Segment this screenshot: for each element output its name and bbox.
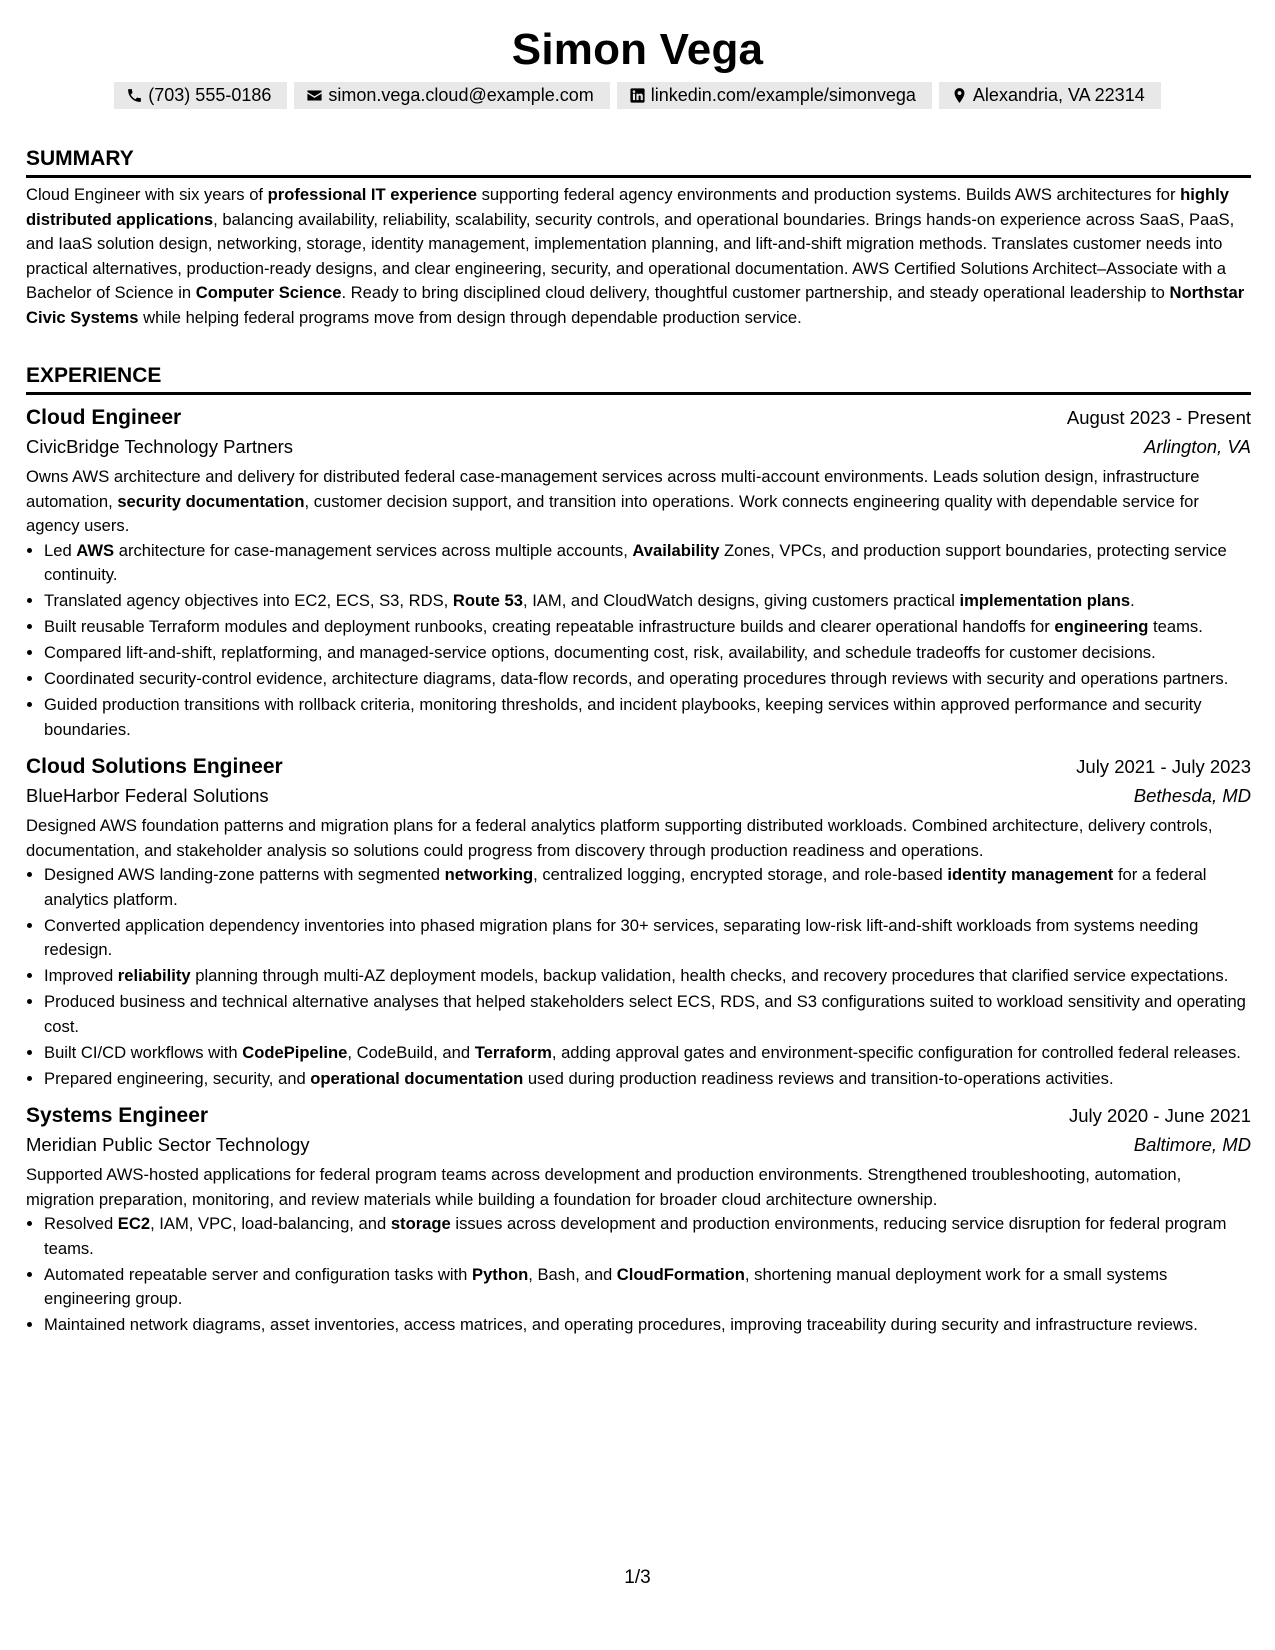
text-run: Built reusable Terraform modules and deployment runbooks, creating repeatable infrastructure builds and clearer operational handoffs for: [44, 617, 1055, 636]
text-run: , adding approval gates and environment-specific configuration for controlled federal releases.: [551, 1042, 1241, 1062]
contact-bar: [0, 82, 1275, 109]
job-bullet: [44, 641, 1251, 666]
job-company: CivicBridge Technology Partners: [26, 436, 294, 457]
job-bullet-list: [26, 863, 1251, 1091]
section-title-experience: EXPERIENCE: [26, 363, 1251, 395]
bold-text: Route 53: [452, 591, 523, 610]
text-run: Resolved: [44, 1214, 118, 1233]
text-run: Cloud Engineer with six years of: [26, 185, 268, 204]
text-run: Guided production transitions with rollback criteria, monitoring thresholds, and incident playbooks, keeping services within approved performance and security boundaries.: [44, 695, 1202, 739]
section-title-summary: SUMMARY: [26, 146, 1251, 178]
text-run: Supported AWS-hosted applications for federal program teams across development and production environments. Strengthened troubleshooting, automation, migration preparation, monitoring, and review materials while building a foundation for broader cloud architecture ownership.: [26, 1165, 1182, 1209]
map-marker-icon: [951, 87, 968, 104]
text-run: , customer decision support, and transition into operations. Work connects engineering quality with dependable service for agency users.: [26, 491, 1199, 535]
text-run: teams.: [1148, 617, 1203, 636]
text-run: , Bash, and: [528, 1264, 617, 1284]
bold-text: CodePipeline: [242, 1042, 348, 1062]
job-location: Arlington, VA: [1144, 436, 1251, 457]
job-header-row: [26, 1101, 1251, 1131]
contact-phone[interactable]: [114, 82, 287, 109]
job-location: Baltimore, MD: [1133, 1134, 1251, 1155]
contact-email[interactable]: [294, 82, 609, 109]
text-run: supporting federal agency environments and production systems. Builds AWS architectures for: [477, 185, 1181, 204]
bold-text: Northstar Civic Systems: [26, 283, 1245, 327]
job-entry: [26, 752, 1251, 1091]
job-bullet: [44, 589, 1251, 614]
job-bullet: [44, 990, 1251, 1039]
text-run: , IAM, VPC, load-balancing, and: [150, 1214, 391, 1233]
job-company-row: [26, 433, 1251, 461]
bold-text: reliability: [117, 966, 191, 985]
text-run: Led: [44, 540, 77, 560]
job-company: Meridian Public Sector Technology: [26, 1134, 310, 1155]
contact-phone-text: (703) 555-0186: [148, 85, 272, 105]
bold-text: operational documentation: [310, 1068, 524, 1088]
text-run: Zones, VPCs, and production support boundaries, protecting service continuity.: [44, 540, 1227, 584]
bold-text: Availability: [632, 540, 720, 560]
bold-text: AWS: [76, 540, 115, 560]
job-description: [26, 1163, 1251, 1212]
contact-email-text: simon.vega.cloud@example.com: [328, 85, 594, 105]
bold-text: EC2: [117, 1214, 151, 1233]
text-run: , IAM, and CloudWatch designs, giving customers practical: [522, 591, 960, 610]
text-run: Compared lift-and-shift, replatforming, and managed-service options, documenting cost, risk, availability, and schedule tradeoffs for customer decisions.: [44, 643, 1156, 662]
text-run: , balancing availability, reliability, scalability, security controls, and operational boundaries. Brings hands-on experience across SaaS, PaaS, and IaaS solution design, networking, storage, identity management, implementation planning, and lift-and-shift migration methods. Translates customer needs into practical alternatives, production-ready designs, and clear engineering, security, and operational documentation. AWS Certified Solutions Architect–Associate with a Bachelor of Science in: [26, 209, 1235, 302]
text-run: .: [1130, 591, 1135, 610]
text-run: Automated repeatable server and configuration tasks with: [44, 1264, 472, 1284]
job-company-row: [26, 782, 1251, 810]
candidate-name: Simon Vega: [511, 25, 764, 74]
job-entry: [26, 1101, 1251, 1338]
phone-icon: [126, 87, 143, 104]
bold-text: storage: [390, 1214, 451, 1233]
summary-text: [26, 183, 1251, 330]
page-number: 1/3: [624, 1567, 651, 1588]
summary-section: [26, 146, 1251, 330]
text-run: Built CI/CD workflows with: [44, 1042, 243, 1062]
job-bullet: [44, 1067, 1251, 1092]
job-dates: August 2023 - Present: [1066, 407, 1251, 428]
text-run: for a federal analytics platform.: [44, 865, 1207, 909]
bold-text: identity management: [947, 865, 1114, 884]
bold-text: implementation plans: [959, 591, 1131, 610]
bold-text: highly distributed applications: [26, 185, 1229, 229]
text-run: planning through multi-AZ deployment models, backup validation, health checks, and recovery procedures that clarified service expectations.: [190, 966, 1229, 985]
text-run: Owns AWS architecture and delivery for distributed federal case-management services across multi-account environments. Leads solution design, infrastructure automation,: [26, 467, 1200, 511]
job-company-row: [26, 1131, 1251, 1159]
text-run: Designed AWS landing-zone patterns with segmented: [44, 865, 445, 884]
job-description: [26, 814, 1251, 863]
text-run: Designed AWS foundation patterns and migration plans for a federal analytics platform supporting distributed workloads. Combined architecture, delivery controls, documentation, and stakeholder analysis so solutions could progress from discovery through production readiness and operations.: [26, 816, 1213, 860]
job-bullet-list: [26, 1212, 1251, 1338]
job-bullet-list: [26, 539, 1251, 743]
text-run: Coordinated security-control evidence, architecture diagrams, data-flow records, and operating procedures through reviews with security and operations partners.: [44, 669, 1229, 688]
job-bullet: [44, 914, 1251, 963]
text-run: Improved: [44, 966, 118, 985]
job-bullet: [44, 1212, 1251, 1261]
text-run: , CodeBuild, and: [347, 1042, 475, 1062]
job-bullet: [44, 615, 1251, 640]
job-bullet: [44, 693, 1251, 742]
job-bullet: [44, 1263, 1251, 1312]
text-run: . Ready to bring disciplined cloud delivery, thoughtful customer partnership, and steady operational leadership to: [341, 283, 1170, 302]
job-bullet: [44, 964, 1251, 989]
text-run: Converted application dependency inventories into phased migration plans for 30+ services, separating low-risk lift-and-shift workloads from systems needing redesign.: [44, 915, 1199, 959]
job-title: Systems Engineer: [26, 1104, 209, 1127]
job-list: [26, 403, 1251, 1338]
job-header-row: [26, 403, 1251, 433]
job-entry: [26, 403, 1251, 742]
text-run: while helping federal programs move from design through dependable production service.: [138, 307, 802, 327]
contact-location: [939, 82, 1161, 109]
job-title: Cloud Engineer: [26, 406, 182, 429]
job-location: Bethesda, MD: [1133, 785, 1251, 806]
bold-text: security documentation: [117, 491, 305, 511]
job-title: Cloud Solutions Engineer: [26, 755, 283, 778]
bold-text: engineering: [1054, 617, 1149, 636]
job-bullet: [44, 1041, 1251, 1066]
bold-text: Python: [472, 1264, 529, 1284]
bold-text: CloudFormation: [616, 1264, 745, 1284]
bold-text: Computer Science: [195, 283, 342, 302]
job-bullet: [44, 1313, 1251, 1338]
job-dates: July 2021 - July 2023: [1076, 756, 1251, 777]
text-run: , centralized logging, encrypted storage, and role-based: [533, 865, 948, 884]
text-run: used during production readiness reviews and transition-to-operations activities.: [523, 1068, 1114, 1088]
envelope-icon: [306, 87, 323, 104]
bold-text: professional IT experience: [267, 185, 477, 204]
contact-location-text: Alexandria, VA 22314: [972, 85, 1145, 105]
text-run: issues across development and production environments, reducing service disruption for federal program teams.: [44, 1214, 1227, 1258]
bold-text: networking: [444, 865, 534, 884]
contact-linkedin-text: linkedin.com/example/simonvega: [650, 85, 916, 105]
text-run: Produced business and technical alternative analyses that helped stakeholders select ECS, RDS, and S3 configurations suited to workload sensitivity and operating cost.: [44, 992, 1246, 1036]
job-dates: July 2020 - June 2021: [1068, 1105, 1251, 1126]
contact-linkedin[interactable]: [617, 82, 932, 109]
job-bullet: [44, 539, 1251, 588]
experience-section: [26, 363, 1251, 1339]
text-run: architecture for case-management services across multiple accounts,: [114, 540, 633, 560]
bold-text: Terraform: [474, 1042, 552, 1062]
job-description: [26, 465, 1251, 539]
text-run: Maintained network diagrams, asset inventories, access matrices, and operating procedures, improving traceability during security and infrastructure reviews.: [44, 1315, 1198, 1334]
job-header-row: [26, 752, 1251, 782]
text-run: Translated agency objectives into EC2, ECS, S3, RDS,: [44, 591, 453, 610]
job-bullet: [44, 667, 1251, 692]
text-run: Prepared engineering, security, and: [44, 1068, 311, 1088]
job-company: BlueHarbor Federal Solutions: [26, 785, 269, 806]
job-bullet: [44, 863, 1251, 912]
text-run: , shortening manual deployment work for a small systems engineering group.: [44, 1264, 1168, 1308]
linkedin-icon: [629, 87, 646, 104]
